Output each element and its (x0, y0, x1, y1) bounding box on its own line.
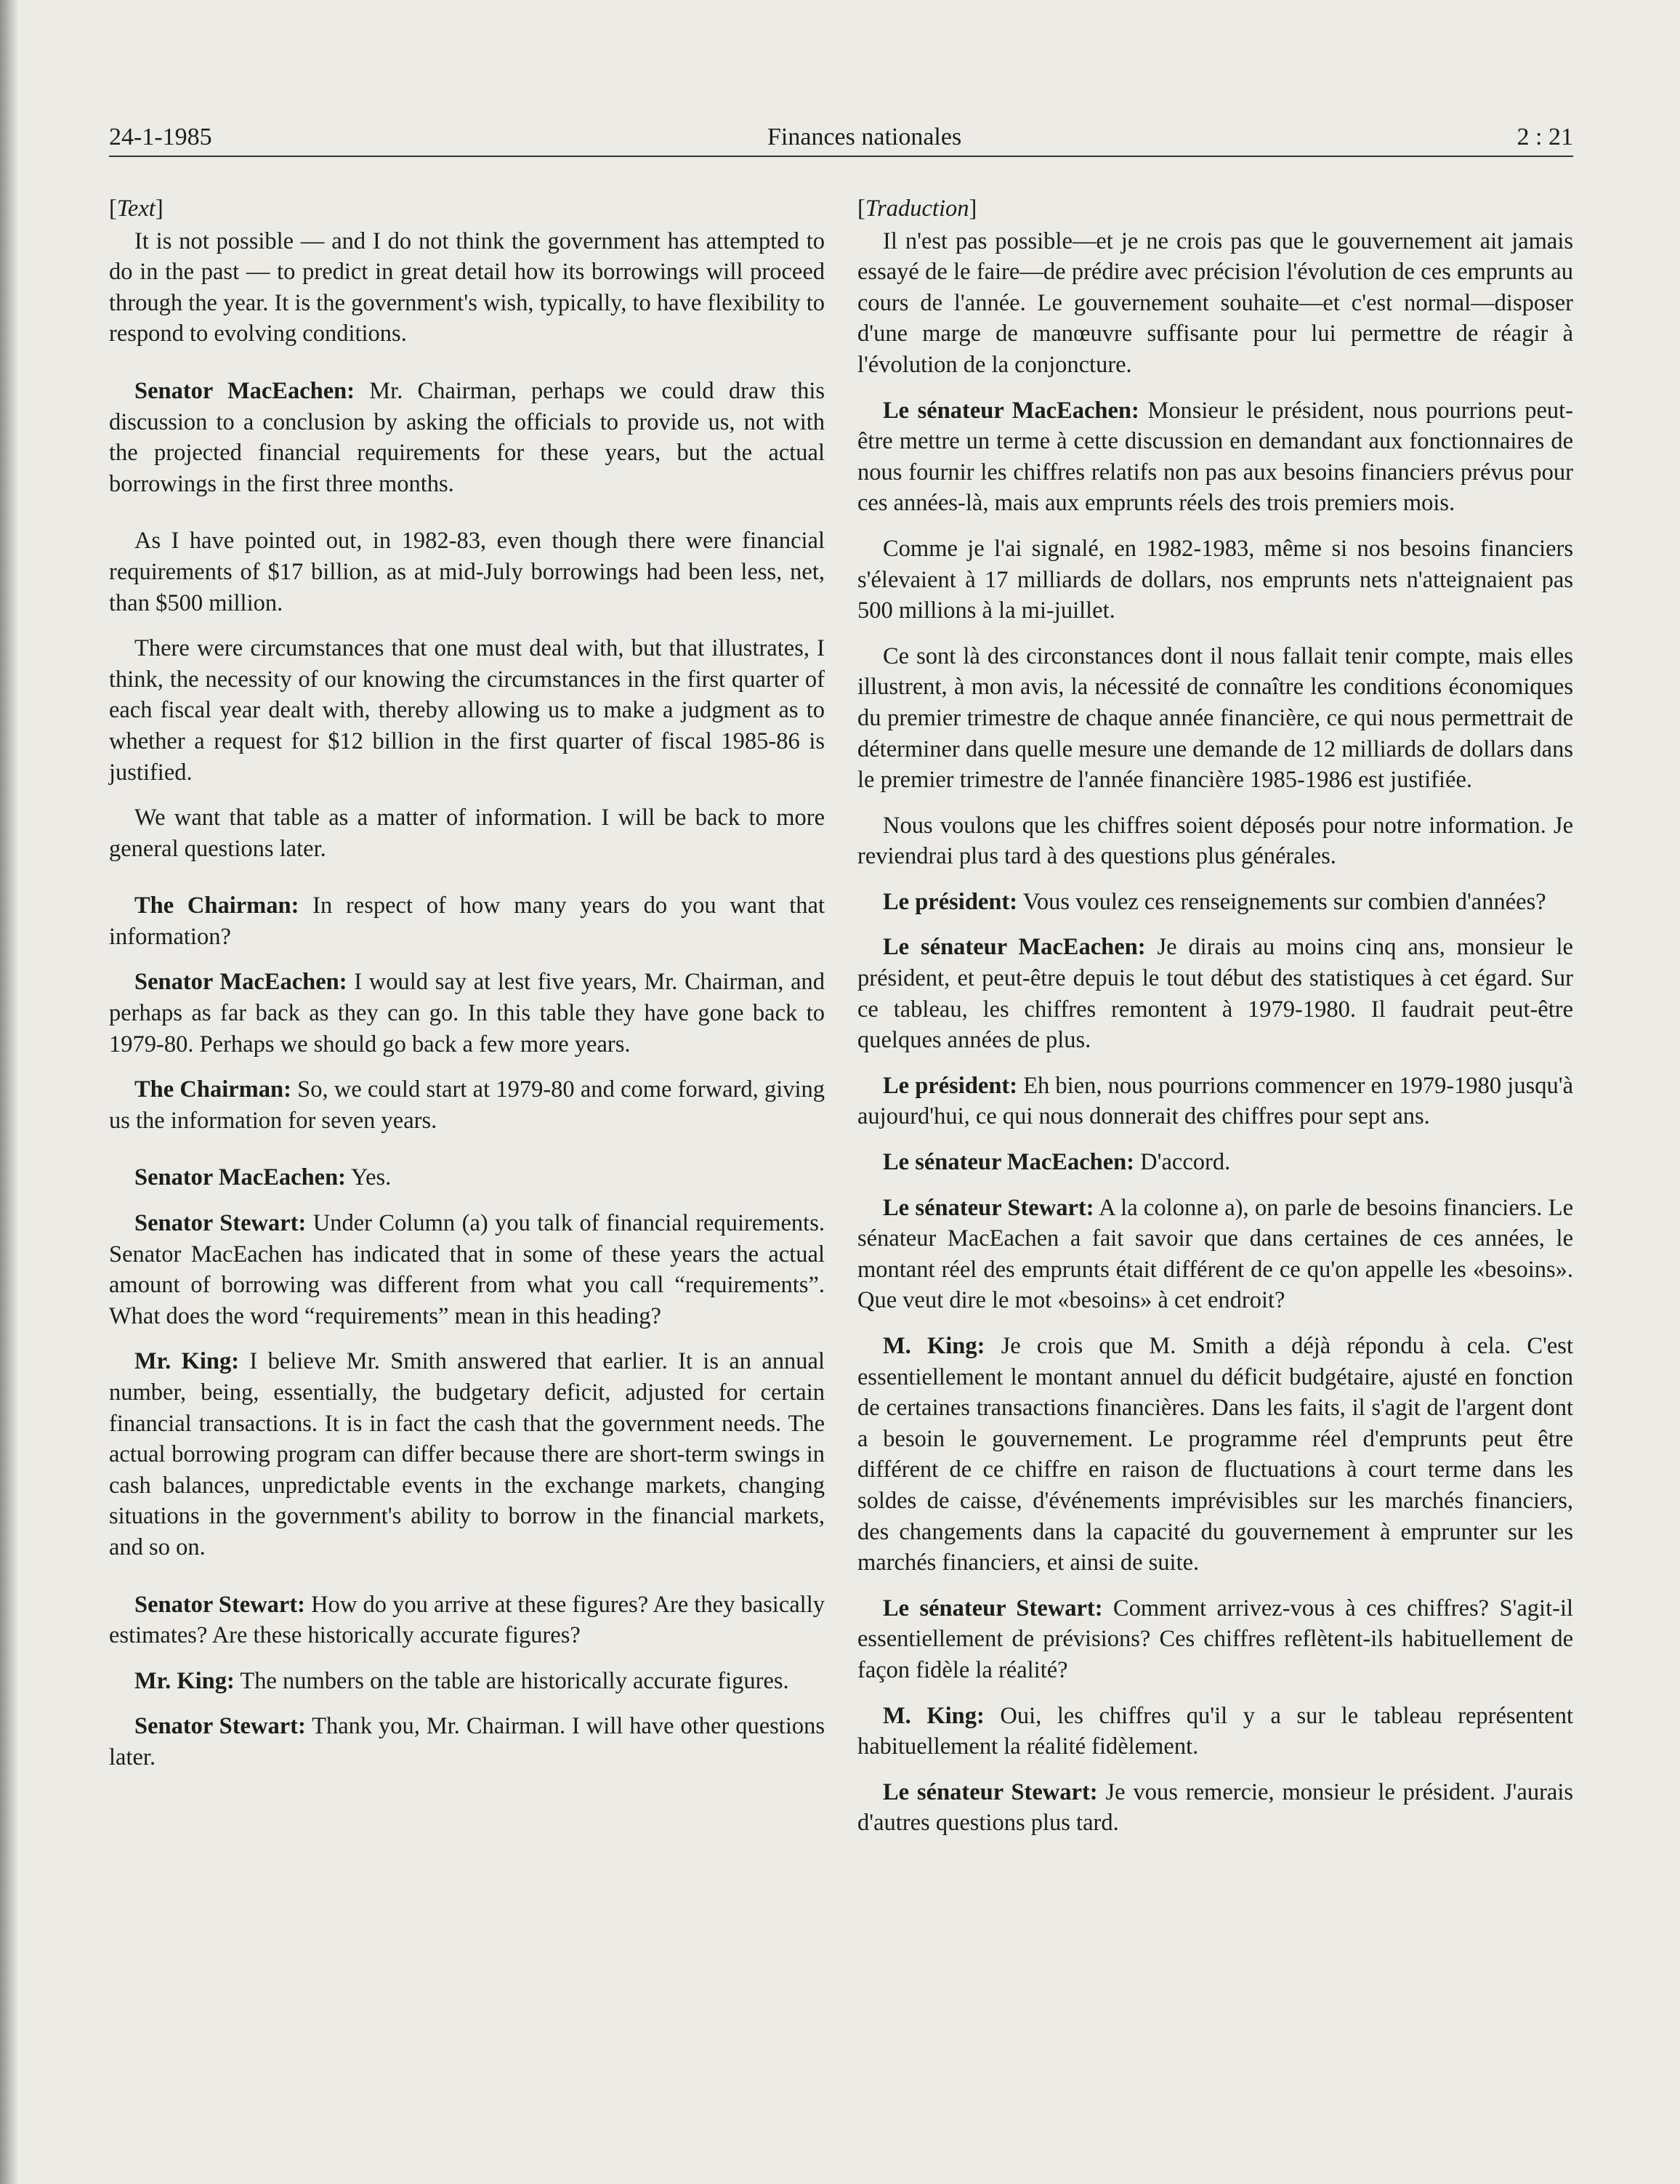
paragraph: Senator Stewart: Under Column (a) you talk of financial requirements. Senator MacEachen has indicated that in some of these years the actual amount of borrowing was different from what you call “requirements”. What does the word “requirements” mean in this heading? (109, 1210, 825, 1329)
paragraph: Senator MacEachen: Yes. (134, 1164, 392, 1191)
column-tag: [Text] (109, 196, 163, 222)
header-title: Finances nationales (767, 124, 962, 150)
paragraph: It is not possible — and I do not think the government has attempted to do in the past — to predict in great detail how its borrowings will proceed through the year. It is the government's wish, typically, to have flexibility to respond to evolving conditions. (109, 227, 825, 347)
paragraph: Nous voulons que les chiffres soient déposés pour notre information. Je reviendrai plus tard à des questions plus générales. (857, 812, 1573, 870)
paragraph: Mr. King: I believe Mr. Smith answered that earlier. It is an annual number, being, essentially, the budgetary deficit, adjusted for certain financial transactions. It is in fact the cash that the government needs. The actual borrowing program can differ because there are short-term swings in cash balances, unpredictable events in the exchange markets, changing situations in the government's ability to borrow in the financial markets, and so on. (109, 1348, 825, 1560)
paragraph: Senator MacEachen: I would say at lest five years, Mr. Chairman, and perhaps as far back as they can go. In this table they have gone back to 1979-80. Perhaps we should go back a few more years. (109, 969, 825, 1057)
paragraph: Le sénateur MacEachen: Je dirais au moins cinq ans, monsieur le président, et peut-être depuis le tout début des statistiques à cet égard. Sur ce tableau, les chiffres remontent à 1979-1980. Il faudrait peut-être quelques années de plus. (857, 934, 1573, 1054)
paragraph: The Chairman: So, we could start at 1979-80 and come forward, giving us the information for seven years. (109, 1076, 825, 1134)
page-binding-edge (0, 0, 19, 2184)
paragraph: Le président: Eh bien, nous pourrions commencer en 1979-1980 jusqu'à aujourd'hui, ce qui nous donnerait des chiffres pour sept ans. (857, 1072, 1574, 1130)
english-column (109, 193, 825, 1853)
paragraph: M. King: Je crois que M. Smith a déjà répondu à cela. C'est essentiellement le montant annuel du déficit budgétaire, ajusté en fonction de certaines transactions financières. Dans les faits, il s'agit de l'argent dont a besoin le gouvernement. Le programme réel d'emprunts peut être différent de ce chiffre en raison de fluctuations à court terme dans les soldes de caisse, d'événements imprévisibles sur les marchés financiers, des changements dans la capacité du gouvernement à emprunter sur les marchés financiers, et ainsi de suite. (857, 1333, 1573, 1576)
paragraph: Le sénateur Stewart: A la colonne a), on parle de besoins financiers. Le sénateur MacEachen a fait savoir que dans certaines de ces années, le montant réel des emprunts était différent de ce qu'on appelle les «besoins». Que veut dire le mot «besoins» à cet endroit? (857, 1194, 1574, 1314)
column-tag: [Traduction] (857, 196, 977, 222)
paragraph: Le président: Vous voulez ces renseignements sur combien d'années? (883, 888, 1546, 915)
paragraph: Le sénateur Stewart: Comment arrivez-vous à ces chiffres? S'agit-il essentiellement de prévisions? Ces chiffres reflètent-ils habituellement de façon fidèle la réalité? (857, 1595, 1573, 1683)
paragraph: Senator Stewart: Thank you, Mr. Chairman. I will have other questions later. (109, 1713, 825, 1770)
paragraph: Ce sont là des circonstances dont il nous fallait tenir compte, mais elles illustrent, à mon avis, la nécessité de connaître les conditions économiques du premier trimestre de chaque année financière, ce qui nous permettrait de déterminer dans quelle mesure une demande de 12 milliards de dollars dans le premier trimestre de l'année financière 1985-1986 est justifiée. (857, 642, 1573, 794)
paragraph: Il n'est pas possible—et je ne crois pas que le gouvernement ait jamais essayé de le faire—de prédire avec précision l'évolution de ces emprunts au cours de l'année. Le gouvernement souhaite—et c'est normal—disposer d'une marge de manœuvre suffisante pour lui permettre de réagir à l'évolution de la conjoncture. (857, 227, 1573, 378)
document-page (109, 124, 1573, 1853)
paragraph: As I have pointed out, in 1982-83, even though there were financial requirements of $17 billion, as at mid-July borrowings had been less, net, than $500 million. (109, 528, 825, 616)
paragraph: We want that table as a matter of information. I will be back to more general questions later. (109, 805, 825, 862)
paragraph: The Chairman: In respect of how many years do you want that information? (109, 892, 825, 950)
paragraph: Mr. King: The numbers on the table are historically accurate figures. (134, 1667, 789, 1694)
paragraph: Comme je l'ai signalé, en 1982-1983, même si nos besoins financiers s'élevaient à 17 milliards de dollars, nos emprunts nets n'atteignaient pas 500 millions à la mi-juillet. (857, 535, 1573, 624)
paragraph: Le sénateur MacEachen: D'accord. (883, 1149, 1231, 1176)
bilingual-columns (109, 193, 1573, 1853)
paragraph: M. King: Oui, les chiffres qu'il y a sur le tableau représentent habituellement la réalité fidèlement. (857, 1702, 1573, 1760)
header-page-number: 2 : 21 (1517, 124, 1573, 150)
paragraph: Le sénateur Stewart: Je vous remercie, monsieur le président. J'aurais d'autres questions plus tard. (857, 1778, 1573, 1837)
paragraph: Senator MacEachen: Mr. Chairman, perhaps we could draw this discussion to a conclusion by asking the officials to provide us, not with the projected financial requirements for these years, but the actual borrowings in the first three months. (109, 377, 825, 497)
running-header (109, 124, 1573, 157)
paragraph: Senator Stewart: How do you arrive at these figures? Are they basically estimates? Are these historically accurate figures? (109, 1591, 825, 1649)
paragraph: There were circumstances that one must deal with, but that illustrates, I think, the necessity of our knowing the circumstances in the first quarter of each fiscal year dealt with, thereby allowing us to make a judgment as to whether a request for $12 billion in the first quarter of fiscal 1985-86 is justified. (109, 635, 825, 786)
french-column (857, 193, 1573, 1853)
header-date: 24-1-1985 (109, 124, 212, 150)
paragraph: Le sénateur MacEachen: Monsieur le président, nous pourrions peut-être mettre un terme à cette discussion en demandant aux fonctionnaires de nous fournir les chiffres relatifs non pas aux besoins financiers prévus pour ces années-là, mais aux emprunts réels des trois premiers mois. (857, 397, 1573, 517)
